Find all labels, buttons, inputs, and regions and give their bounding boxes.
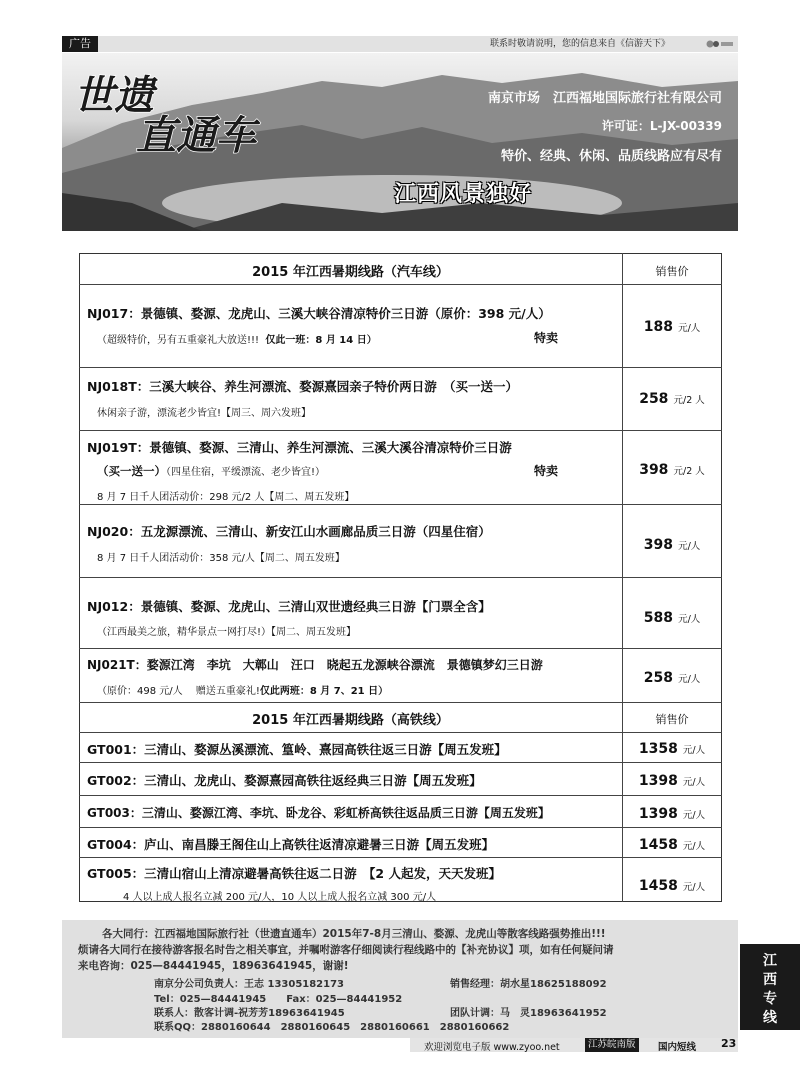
rail-section-header [79,703,722,733]
edition-label: 江苏皖南版 [585,1038,639,1052]
category-label: 国内短线 [658,1042,697,1053]
table-row [79,578,722,649]
route-note: 8 月 7 日千人团活动价：358 元/人【周二、周五发班】 [97,553,345,564]
ad-label: 广告 [62,36,98,52]
route-price: 188 元/人 [643,319,701,335]
route-title: NJ012：景德镇、婺源、龙虎山、三清山双世遗经典三日游【门票全含】 [87,599,491,614]
table-row [79,431,722,505]
route-note: （江西最美之旅，精华景点一网打尽!）【周二、周五发班】 [97,627,357,638]
bus-section-header [79,253,722,285]
banner [62,53,738,231]
route-price: 1358 元/人 [638,741,706,757]
notice-line: 各大同行：江西福地国际旅行社（世遗直通车）2015年7-8月三清山、婺源、龙虎山等散客线路强势推出!!! [102,928,606,940]
route-title: GT001：三清山、婺源丛溪漂流、篁岭、熹园高铁往返三日游【周五发班】 [87,742,507,757]
slogan: 特价、经典、休闲、品质线路应有尽有 [500,149,722,164]
notice-line: 来电咨询：025—84441945，18963641945，谢谢! [78,960,349,972]
contact-person: 联系人：散客计调-祝芳芳18963641945 [154,1008,345,1019]
website-note: 欢迎浏览电子版 www.zyoo.net [424,1042,560,1053]
route-price: 258 元/人 [643,670,701,686]
route-title: NJ019T：景德镇、婺源、三清山、养生河漂流、三溪大溪谷清凉特价三日游 [87,440,512,455]
route-note: 4 人以上成人报名立减 200 元/人，10 人以上成人报名立减 300 元/人 [123,892,437,903]
table-row [79,285,722,368]
route-title: NJ017：景德镇、婺源、龙虎山、三溪大峡谷清凉特价三日游（原价：398 元/人） [87,306,551,321]
route-note: 8 月 7 日千人团活动价：298 元/2 人【周二、周五发班】 [97,492,355,503]
route-title: GT002：三清山、龙虎山、婺源熹园高铁往返经典三日游【周五发班】 [87,773,482,788]
footer-notice [62,920,738,1038]
route-price: 1458 元/人 [638,837,706,853]
table-row [79,828,722,858]
price-column-header: 销售价 [655,265,689,278]
logo-text-1: 世遗 [74,72,154,119]
table-row [79,368,722,431]
route-price: 1458 元/人 [638,878,706,894]
agency-name: 南京市场 江西福地国际旅行社有限公司 [487,91,722,106]
branch-head: 南京分公司负责人：王志 13305182173 [154,979,345,990]
group-operator: 团队计调：马 灵18963641952 [450,1008,607,1019]
source-note: 联系时敬请说明，您的信息来自《信游天下》 [490,39,671,49]
route-price: 1398 元/人 [638,806,706,822]
special-badge: 特卖 [534,464,559,478]
table-row [79,649,722,703]
table-row [79,733,722,763]
route-price: 258 元/2 人 [639,391,705,407]
route-price: 398 元/2 人 [639,462,705,478]
route-title: GT003：三清山、婺源江湾、李坑、卧龙谷、彩虹桥高铁往返品质三日游【周五发班】 [87,806,550,820]
route-note: （超级特价，另有五重豪礼大放送!!! 仅此一班：8 月 14 日） [97,335,377,346]
logo-text-2: 直通车 [136,112,256,155]
route-price: 1398 元/人 [638,773,706,789]
table-row [79,858,722,902]
price-column-header: 销售价 [655,713,689,726]
headline: 江西风景独好 [394,182,533,207]
route-title: NJ018T：三溪大峡谷、养生河漂流、婺源熹园亲子特价两日游 （买一送一） [87,379,518,394]
section-title: 2015 年江西暑期线路（高铁线） [252,713,449,728]
sales-manager: 销售经理：胡水星18625188092 [450,979,607,990]
route-title: NJ021T：婺源江湾 李坑 大鄣山 汪口 晓起五龙源峡谷漂流 景德镇梦幻三日游 [87,658,543,672]
section-title: 2015 年江西暑期线路（汽车线） [252,265,449,280]
contact-qq: 联系QQ：2880160644 2880160645 2880160661 2880160662 [154,1022,510,1033]
special-badge: 特卖 [534,331,559,345]
table-row [79,763,722,796]
route-title: GT005：三清山宿山上清凉避暑高铁往返二日游 【2 人起发，天天发班】 [87,866,501,881]
route-price: 588 元/人 [643,610,701,626]
page-number: 23 [721,1037,737,1050]
route-note: （原价：498 元/人 赠送五重豪礼!仅此两班：8 月 7、21 日） [97,686,389,697]
route-note: （买一送一）（四星住宿，平缓漂流、老少皆宜!） [97,464,326,478]
table-row [79,505,722,578]
side-section-tab: 江 西 专 线 [740,944,800,1030]
route-price: 398 元/人 [643,537,701,553]
tel-fax: Tel：025—84441945 Fax：025—84441952 [154,994,403,1005]
publisher-logo-icon [706,39,734,49]
notice-line: 烦请各大同行在接待游客报名时告之相关事宜，并嘱咐游客仔细阅读行程线路中的【补充协议】项，如有任何疑问请 [78,944,614,956]
route-note: 休闲亲子游，漂流老少皆宜!【周三、周六发班】 [97,408,312,419]
route-title: NJ020：五龙源漂流、三清山、新安江山水画廊品质三日游（四星住宿） [87,524,491,539]
route-title: GT004：庐山、南昌滕王阁住山上高铁往返清凉避暑三日游【周五发班】 [87,837,495,852]
table-row [79,796,722,828]
license-number: 许可证：L-JX-00339 [601,119,722,133]
